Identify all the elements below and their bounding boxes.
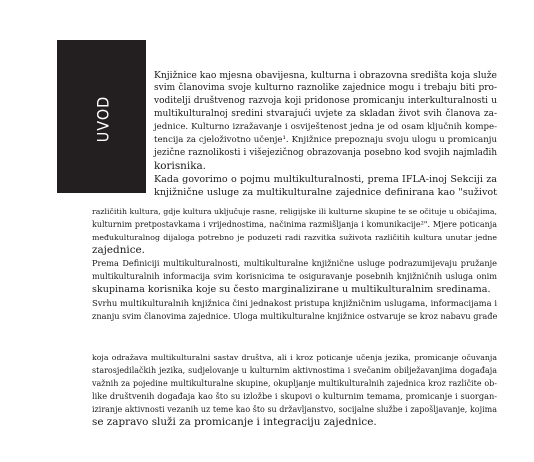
text-line: voditelji društvenog razvoja koji pridonose promicanju interkulturalnosti u — [154, 96, 497, 106]
text-line: like društvenih događaja kao što su izložbe i skupovi o kulturnim temama, promicanje i suorgan- — [92, 391, 497, 401]
text-line: koja odražava multikulturalni sastav društva, ali i kroz poticanje učenja jezika, promicanje očuvanja — [92, 353, 497, 362]
text-line: znanju svim članovima zajednice. Uloga multikulturalne knjižnice ostvaruje se kroz nabavu građe — [92, 311, 498, 321]
definition-paragraph — [92, 205, 497, 296]
text-line: Kada govorimo o pojmu multikulturalnosti, prema IFLA-inoj Sekciji za — [154, 174, 497, 185]
intro-paragraph — [154, 69, 497, 199]
text-line: knjižnične usluge za multikulturalne zajednice definirana kao "suživot — [154, 187, 497, 198]
purpose-paragraph — [92, 297, 497, 323]
text-line: Prema Definiciji multikulturalnosti, multikulturalne knjižnične usluge podrazumijevaju pružanje — [92, 258, 497, 268]
text-line: multikulturalnih informacija svim korisnicima te osiguravanje posebnih knjižničnih usluga onim — [92, 271, 497, 281]
text-line: svim članovima svoje kulturno raznolike zajednice mogu i trebaju biti pro- — [154, 83, 497, 93]
section-sidebar — [57, 40, 146, 193]
text-line: jednice. Kulturno izražavanje i osviještenost jedna je od osam ključnih kompe- — [154, 122, 497, 132]
text-line: tencija za cjeloživotno učenje¹. Knjižnice prepoznaju svoju ulogu u promicanju — [154, 135, 497, 145]
text-line: kulturnim pretpostavkama i vrijednostima, načinima razmišljanja i komunikacije²". Mjere poticanja — [92, 220, 497, 229]
text-line: važnih za pojedine multikulturalne skupine, okupljanje multikulturalnih zajednica kroz različite ob- — [92, 379, 497, 388]
text-line: korisnika. — [154, 160, 206, 172]
text-line: međukulturalnog dijaloga potrebno je poduzeti radi razvitka suživota različitih kultura unutar jedne — [92, 233, 497, 242]
text-line: skupinama korisnika koje su često marginalizirane u multikulturalnim sredinama. — [92, 284, 491, 295]
text-line: se zapravo služi za promicanje i integraciju zajednice. — [92, 416, 377, 428]
text-line: različitih kultura, gdje kultura uključuje rasne, religijske ili kulturne skupine te se očituje u običajima, — [92, 207, 497, 216]
text-line: multikulturalnoj sredini stvarajući uvjete za skladan život svih članova za- — [154, 109, 497, 119]
text-line: Knjižnice kao mjesna obavijesna, kulturna i obrazovna središta koja služe — [154, 70, 497, 81]
text-line: starosjedilačkih jezika, sudjelovanje u kulturnim aktivnostima i svečanim obilježavanjima događaja — [92, 366, 497, 375]
text-line: Svrhu multikulturalnih knjižnica čini jednakost pristupa knjižničnim uslugama, informacijama i — [92, 298, 497, 308]
text-line: zajednice. — [92, 244, 145, 256]
section-title: UVOD — [93, 95, 113, 143]
role-paragraph — [92, 351, 497, 429]
text-line: jezične raznolikosti i višejezičnog obrazovanja posebno kod svojih najmlađih — [154, 148, 497, 158]
text-line: iziranje aktivnosti vezanih uz teme kao što su državljanstvo, socijalne službe i zapošljavanje, kojima — [92, 405, 497, 414]
